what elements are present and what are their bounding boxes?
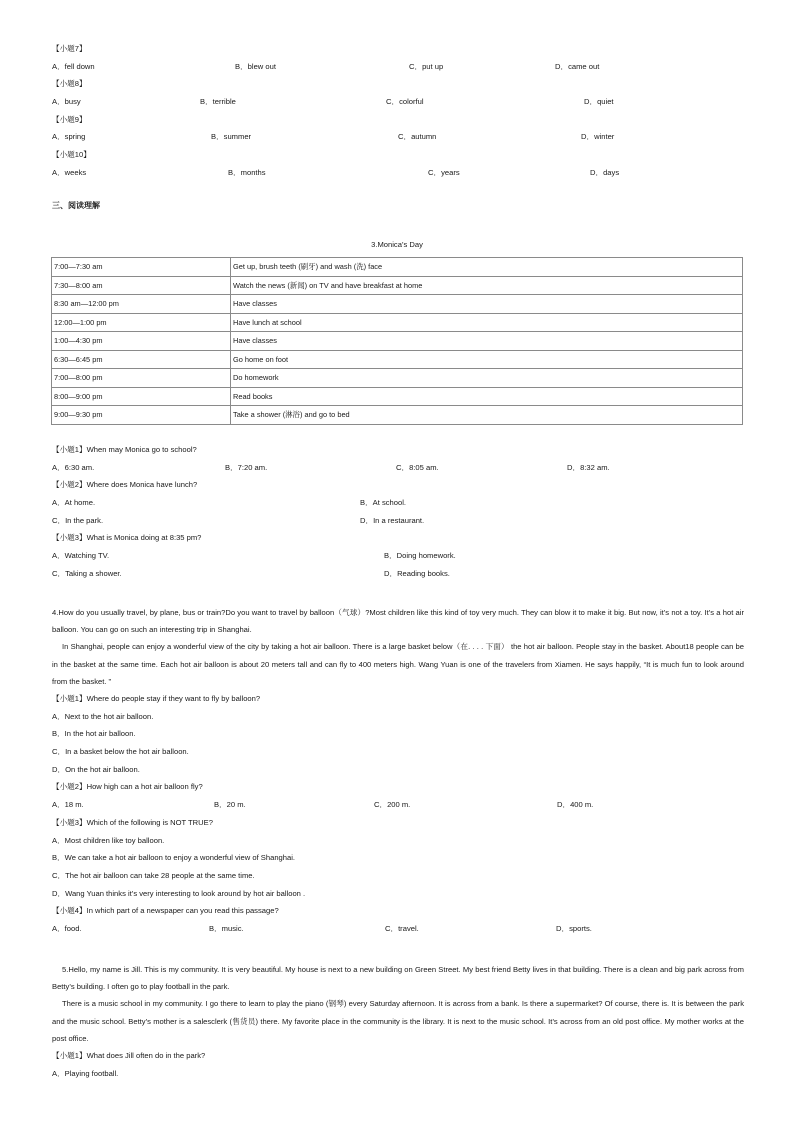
question-stem: 【小题1】What does Jill often do in the park? — [52, 1051, 206, 1061]
option-row — [52, 547, 744, 565]
option-a[interactable]: A．18 m. — [52, 800, 84, 810]
passage-paragraph: 5.Hello, my name is Jill. This is my community. It is very beautiful. My house is next to a new building on Green Street. My best friend Betty lives in that building. There is a clean and big park across from Betty’s building. I often go to play football in the park. — [52, 965, 744, 992]
activity-cell: Have lunch at school — [231, 313, 743, 332]
activity-cell: Take a shower (淋浴) and go to bed — [231, 406, 743, 425]
option-row — [52, 459, 744, 477]
table-row — [52, 276, 743, 295]
option-c[interactable]: C．In a basket below the hot air balloon. — [52, 747, 189, 757]
option-c[interactable]: C．200 m. — [374, 800, 411, 810]
option-b[interactable]: B．7:20 am. — [225, 462, 268, 472]
time-cell: 12:00—1:00 pm — [52, 313, 231, 332]
option-d[interactable]: D．On the hot air balloon. — [52, 764, 140, 774]
option-row — [52, 920, 744, 938]
option-b[interactable]: B．We can take a hot air balloon to enjoy a wonderful view of Shanghai. — [52, 853, 296, 863]
option-c[interactable]: C．put up — [409, 61, 444, 71]
question-tag: 【小题9】 — [52, 114, 87, 124]
option-c[interactable]: C．The hot air balloon can take 28 people at the same time. — [52, 870, 255, 880]
table-row — [52, 313, 743, 332]
question-stem: 【小题3】What is Monica doing at 8:35 pm? — [52, 533, 202, 543]
option-d[interactable]: D．days — [590, 167, 620, 177]
option-b[interactable]: B．blew out — [235, 61, 276, 71]
option-row — [52, 512, 744, 530]
option-d[interactable]: D．In a restaurant. — [360, 515, 425, 525]
option-b[interactable]: B．music. — [209, 923, 244, 933]
option-c[interactable]: C．travel. — [385, 923, 419, 933]
option-d[interactable]: D．Wang Yuan thinks it’s very interesting to look around by hot air balloon . — [52, 888, 306, 898]
option-b[interactable]: B．At school. — [360, 498, 407, 508]
option-c[interactable]: C．autumn — [398, 132, 437, 142]
passage-paragraph: 4.How do you usually travel, by plane, bus or train?Do you want to travel by balloon（气球）?Most children like this kind of toy very much. They can blow it to make it big. But now, it’s not a toy. It’s a hot air balloon. You can go on such an interesting trip in Shanghai. — [52, 608, 744, 635]
table-row — [52, 350, 743, 369]
option-a[interactable]: A．Playing football. — [52, 1068, 119, 1078]
table-row — [52, 387, 743, 406]
table-row — [52, 258, 743, 277]
option-c[interactable]: C．Taking a shower. — [52, 568, 122, 578]
option-d[interactable]: D．winter — [581, 132, 615, 142]
option-a[interactable]: A．Watching TV. — [52, 551, 110, 561]
option-c[interactable]: C．8:05 am. — [396, 462, 439, 472]
passage-paragraph: In Shanghai, people can enjoy a wonderful view of the city by taking a hot air balloon. There is a large basket below（在. . . . 下面） the hot air balloon. People stay in the basket. About18 people can be in the basket at the same time. Each hot air balloon is about 20 meters tall and can fly to 400 meters high. Wang Yuan is one of the travelers from Xiamen. He says happily, “It is much fun to look around from the basket. ” — [52, 642, 744, 686]
passage5 — [52, 961, 744, 1082]
option-b[interactable]: B．summer — [211, 132, 252, 142]
option-a[interactable]: A．spring — [52, 132, 86, 142]
passage3-questions — [52, 441, 744, 583]
option-row — [52, 796, 744, 814]
option-a[interactable]: A．Most children like toy balloon. — [52, 835, 165, 845]
time-cell: 7:00—8:00 pm — [52, 369, 231, 388]
option-b[interactable]: B．terrible — [200, 97, 236, 107]
option-c[interactable]: C．In the park. — [52, 515, 104, 525]
section-title: 三、阅读理解 — [52, 201, 100, 210]
option-d[interactable]: D．came out — [555, 61, 600, 71]
option-row — [52, 128, 744, 146]
cloze-options — [52, 40, 744, 182]
passage4 — [52, 604, 744, 938]
option-row — [52, 93, 744, 111]
passage-title: 3.Monica’s Day — [371, 240, 423, 249]
table-row — [52, 406, 743, 425]
option-row — [52, 164, 744, 182]
activity-cell: Get up, brush teeth (刷牙) and wash (洗) face — [231, 258, 743, 277]
option-a[interactable]: A．6:30 am. — [52, 462, 95, 472]
option-a[interactable]: A．weeks — [52, 167, 87, 177]
table-row — [52, 295, 743, 314]
option-a[interactable]: A．busy — [52, 97, 81, 107]
time-cell: 8:00—9:00 pm — [52, 387, 231, 406]
question-stem: 【小题2】How high can a hot air balloon fly? — [52, 782, 203, 792]
option-d[interactable]: D．Reading books. — [384, 568, 450, 578]
passage-paragraph: There is a music school in my community. I go there to learn to play the piano (钢琴) every Saturday afternoon. It is across from a bank. Is there a supermarket? Of course, there is. It is between the park and the music school. Betty’s mother is a salesclerk (售货员) there. My favorite place in the community is the library. It is next to the music school. It’s across from an old post office. My mother works at the post office. — [52, 999, 744, 1043]
option-b[interactable]: B．Doing homework. — [384, 551, 456, 561]
option-c[interactable]: C．years — [428, 167, 460, 177]
question-tag: 【小题7】 — [52, 44, 87, 53]
table-row — [52, 369, 743, 388]
schedule-table — [51, 257, 743, 425]
option-b[interactable]: B．20 m. — [214, 800, 246, 810]
question-tag: 【小题10】 — [52, 150, 91, 160]
question-stem: 【小题3】Which of the following is NOT TRUE? — [52, 817, 213, 827]
activity-cell: Do homework — [231, 369, 743, 388]
question-tag: 【小题8】 — [52, 79, 87, 89]
option-row — [52, 494, 744, 512]
option-a[interactable]: A．At home. — [52, 498, 96, 508]
table-row — [52, 332, 743, 351]
question-stem: 【小题2】Where does Monica have lunch? — [52, 480, 198, 490]
option-a[interactable]: A．food. — [52, 923, 82, 933]
activity-cell: Go home on foot — [231, 350, 743, 369]
time-cell: 7:30—8:00 am — [52, 276, 231, 295]
activity-cell: Read books — [231, 387, 743, 406]
question-stem: 【小题1】When may Monica go to school? — [52, 445, 197, 454]
question-stem: 【小题1】Where do people stay if they want to fly by balloon? — [52, 694, 261, 704]
option-d[interactable]: D．8:32 am. — [567, 462, 610, 472]
question-stem: 【小题4】In which part of a newspaper can you read this passage? — [52, 906, 279, 916]
option-c[interactable]: C．colorful — [386, 97, 424, 107]
option-b[interactable]: B．months — [228, 167, 266, 177]
option-d[interactable]: D．quiet — [584, 97, 614, 107]
activity-cell: Watch the news (新闻) on TV and have breakfast at home — [231, 276, 743, 295]
option-a[interactable]: A．Next to the hot air balloon. — [52, 711, 154, 721]
time-cell: 8:30 am—12:00 pm — [52, 295, 231, 314]
option-d[interactable]: D．sports. — [556, 923, 592, 933]
time-cell: 1:00—4:30 pm — [52, 332, 231, 351]
option-a[interactable]: A．fell down — [52, 61, 95, 71]
option-b[interactable]: B．In the hot air balloon. — [52, 729, 136, 739]
option-d[interactable]: D．400 m. — [557, 800, 594, 810]
activity-cell: Have classes — [231, 332, 743, 351]
option-row — [52, 58, 744, 76]
option-row — [52, 565, 744, 583]
time-cell: 6:30—6:45 pm — [52, 350, 231, 369]
time-cell: 9:00—9:30 pm — [52, 406, 231, 425]
activity-cell: Have classes — [231, 295, 743, 314]
time-cell: 7:00—7:30 am — [52, 258, 231, 277]
